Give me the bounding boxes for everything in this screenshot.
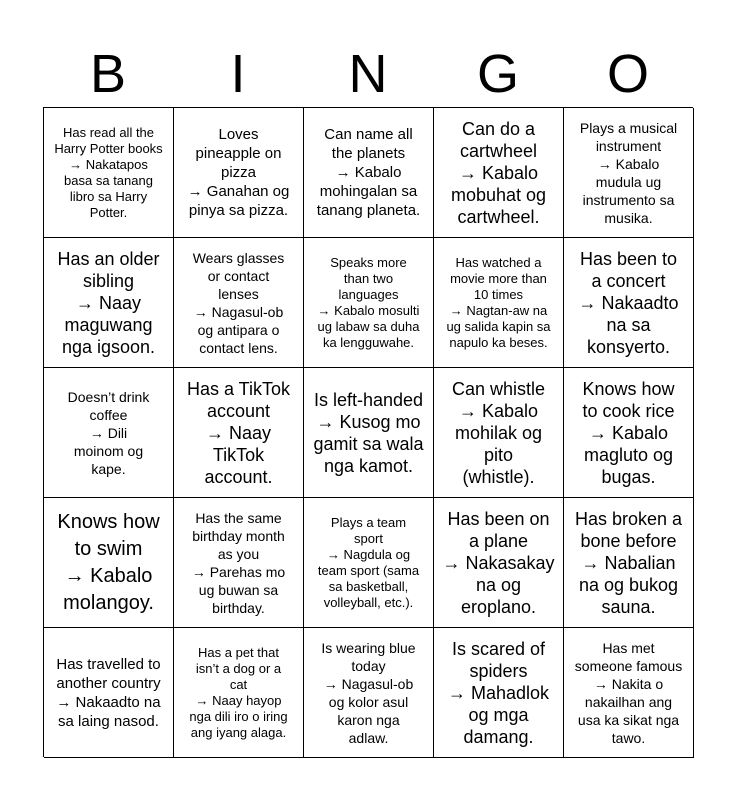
bingo-cell[interactable] xyxy=(564,368,694,498)
cell-text: Is left-handed → Kusog mo gamit sa wala nga kamot. xyxy=(313,389,424,476)
bingo-header xyxy=(43,40,693,108)
cell-text: Loves pineapple on pizza → Ganahan og pinya sa pizza. xyxy=(187,126,290,219)
cell-text: Is wearing blue today → Nagasul-ob og kolor asul karon nga adlaw. xyxy=(321,639,416,746)
bingo-grid xyxy=(43,107,693,757)
bingo-cell[interactable] xyxy=(174,368,304,498)
bingo-cell[interactable] xyxy=(564,238,694,368)
cell-text: Can name all the planets → Kabalo mohingalan sa tanang planeta. xyxy=(316,126,421,219)
bingo-cell[interactable] xyxy=(434,628,564,758)
header-letter-o: O xyxy=(606,44,649,104)
bingo-cell[interactable] xyxy=(174,238,304,368)
cell-text: Speaks more than two languages → Kabalo mosulti ug labaw sa duha ka lengguwahe. xyxy=(317,254,420,350)
cell-text: Knows how to cook rice → Kabalo magluto og bugas. xyxy=(582,378,675,487)
bingo-cell[interactable] xyxy=(564,628,694,758)
header-letter-g: G xyxy=(476,44,519,104)
bingo-cell[interactable] xyxy=(564,108,694,238)
cell-text: Has a pet that isn’t a dog or a cat → Naay hayop nga dili iro o iring ang iyang alaga. xyxy=(189,644,288,740)
cell-text: Wears glasses or contact lenses → Nagasul-ob og antipara o contact lens. xyxy=(192,249,285,356)
cell-text: Has read all the Harry Potter books → Nakatapos basa sa tanang libro sa Harry Potter. xyxy=(54,124,163,220)
bingo-cell[interactable] xyxy=(174,108,304,238)
cell-text: Has travelled to another country → Nakaadto na sa laing nasod. xyxy=(56,655,161,730)
cell-text: Plays a musical instrument → Kabalo mudula ug instrumento sa musika. xyxy=(579,119,678,226)
cell-text: Can do a cartwheel → Kabalo mobuhat og cartwheel. xyxy=(450,118,547,227)
cell-text: Has broken a bone before → Nabalian na og bukog sauna. xyxy=(574,508,683,617)
cell-text: Has the same birthday month as you → Parehas mo ug buwan sa birthday. xyxy=(191,509,286,616)
header-letter-n: N xyxy=(348,44,388,104)
bingo-cell[interactable] xyxy=(434,498,564,628)
bingo-cell[interactable] xyxy=(434,238,564,368)
cell-text: Doesn’t drink coffee → Dili moinom og kape. xyxy=(67,388,150,477)
bingo-cell[interactable] xyxy=(44,238,174,368)
cell-text: Has been on a plane → Nakasakay na og eroplano. xyxy=(442,508,555,617)
cell-text: Can whistle → Kabalo mohilak og pito (whistle). xyxy=(451,378,546,487)
bingo-cell[interactable] xyxy=(434,108,564,238)
cell-text: Has met someone famous → Nakita o nakailhan ang usa ka sikat nga tawo. xyxy=(574,639,683,746)
bingo-cell[interactable] xyxy=(304,368,434,498)
bingo-cell[interactable] xyxy=(174,498,304,628)
cell-text: Has an older sibling → Naay maguwang nga igsoon. xyxy=(57,248,160,357)
bingo-cell[interactable] xyxy=(304,238,434,368)
bingo-cell[interactable] xyxy=(44,628,174,758)
header-letter-b: B xyxy=(89,44,127,104)
cell-text: Has watched a movie more than 10 times → Nagtan-aw na ug salida kapin sa napulo ka beses. xyxy=(446,254,551,350)
header-letter-i: I xyxy=(230,44,246,104)
bingo-cell[interactable] xyxy=(304,498,434,628)
cell-text: Has been to a concert → Nakaadto na sa konsyerto. xyxy=(578,248,679,357)
cell-text: Is scared of spiders → Mahadlok og mga damang. xyxy=(447,638,550,747)
bingo-cell[interactable] xyxy=(44,368,174,498)
bingo-cell[interactable] xyxy=(304,108,434,238)
bingo-cell[interactable] xyxy=(304,628,434,758)
bingo-cell[interactable] xyxy=(434,368,564,498)
bingo-cell[interactable] xyxy=(174,628,304,758)
cell-text: Has a TikTok account → Naay TikTok account. xyxy=(186,378,291,487)
bingo-cell[interactable] xyxy=(44,498,174,628)
cell-text: Knows how to swim → Kabalo molangoy. xyxy=(57,510,160,614)
bingo-cell[interactable] xyxy=(44,108,174,238)
cell-text: Plays a team sport → Nagdula og team sport (sama sa basketball, volleyball, etc.). xyxy=(317,514,420,610)
bingo-cell[interactable] xyxy=(564,498,694,628)
